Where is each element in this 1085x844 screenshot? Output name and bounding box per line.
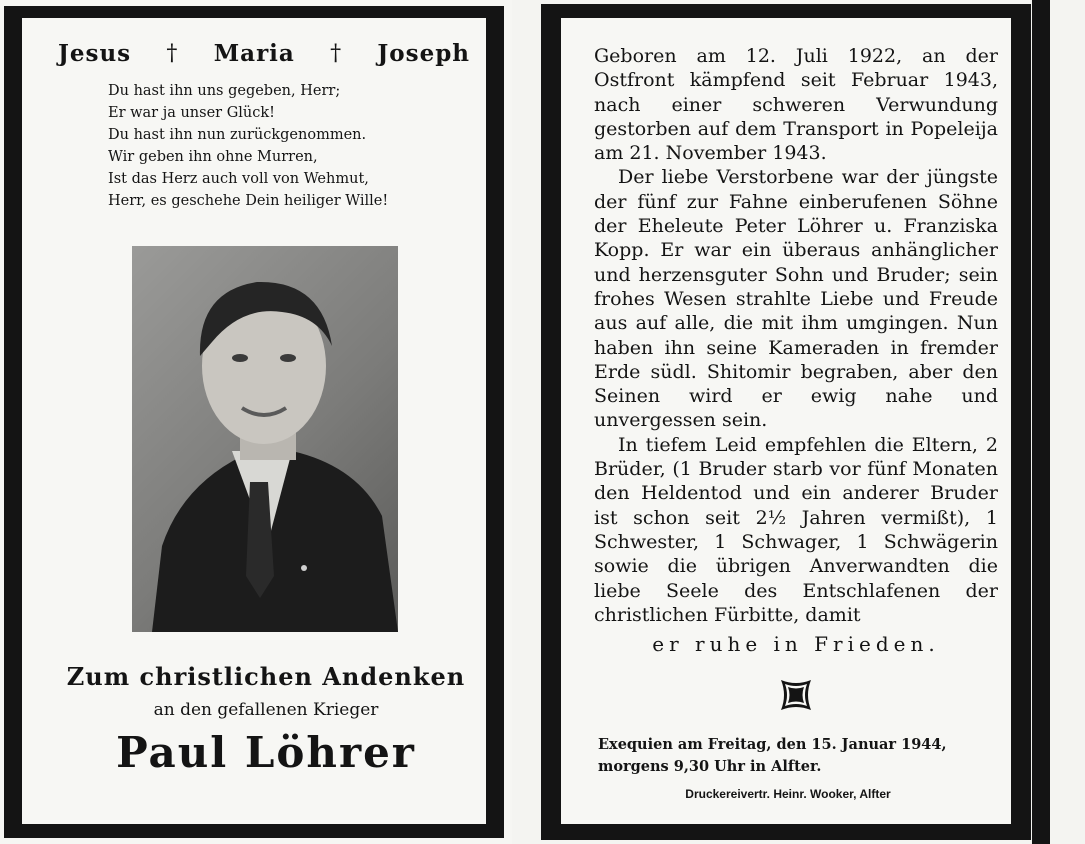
- deceased-name: Paul Löhrer: [116, 728, 416, 777]
- poem-line: Er war ja unser Glück!: [108, 105, 276, 121]
- exequien-line: morgens 9,30 Uhr in Alfter.: [598, 758, 822, 775]
- poem-line: Herr, es geschehe Dein heiliger Wille!: [108, 193, 389, 209]
- poem-line: Du hast ihn uns gegeben, Herr;: [108, 83, 341, 99]
- holy-names-header: [58, 40, 470, 67]
- poem-line: Ist das Herz auch voll von Wehmut,: [108, 171, 369, 187]
- portrait-photo: [132, 246, 398, 632]
- joseph-label: Joseph: [377, 40, 470, 67]
- maria-label: Maria: [213, 40, 295, 67]
- obituary-text: [594, 44, 998, 627]
- cross-icon: †: [166, 41, 179, 66]
- poem-line: Wir geben ihn ohne Murren,: [108, 149, 318, 165]
- biography-paragraph: Der liebe Verstorbene war der jüngste der fünf zur Fahne einberufenen Söhne der Eheleute Peter Löhrer u. Franziska Kopp. Er war ein überaus anhänglicher und herzensguter Sohn und Bruder; sein frohes Wesen strahlte Liebe und Freude aus auf alle, die mit ihm umgingen. Nun haben ihn seine Kameraden in fremder Erde südl. Shitomir begraben, aber den Seinen wird er ewig nahe und unvergessen sein.: [594, 166, 998, 432]
- right-edge-border: [1032, 0, 1050, 844]
- birth-death-paragraph: Geboren am 12. Juli 1922, an der Ostfront kämpfend seit Februar 1943, nach einer schweren Verwundung gestorben auf dem Transport in Popeleija am 21. November 1943.: [594, 45, 998, 165]
- printer-credit: Druckereivertr. Heinr. Wooker, Alfter: [685, 787, 891, 801]
- poem-line: Du hast ihn nun zurückgenommen.: [108, 127, 367, 143]
- memorial-subtitle: an den gefallenen Krieger: [153, 700, 379, 720]
- poem: [108, 80, 438, 212]
- exequien-notice: [598, 734, 1002, 778]
- memorial-title: Zum christlichen Andenken: [66, 662, 466, 691]
- jesus-label: Jesus: [58, 40, 132, 67]
- family-paragraph: In tiefem Leid empfehlen die Eltern, 2 Brüder, (1 Bruder starb vor fünf Monaten den Heldentod und ein anderer Bruder ist schon seit 2½ Jahren vermißt), 1 Schwester, 1 Schwager, 1 Schwägerin sowie die übrigen Anverwandten die liebe Seele des Entschlafenen der christlichen Fürbitte, damit: [594, 433, 998, 626]
- iron-cross-icon: [777, 676, 815, 714]
- cross-icon: †: [330, 41, 343, 66]
- rest-in-peace-line: er ruhe in Frieden.: [652, 632, 940, 656]
- exequien-line: Exequien am Freitag, den 15. Januar 1944,: [598, 736, 947, 753]
